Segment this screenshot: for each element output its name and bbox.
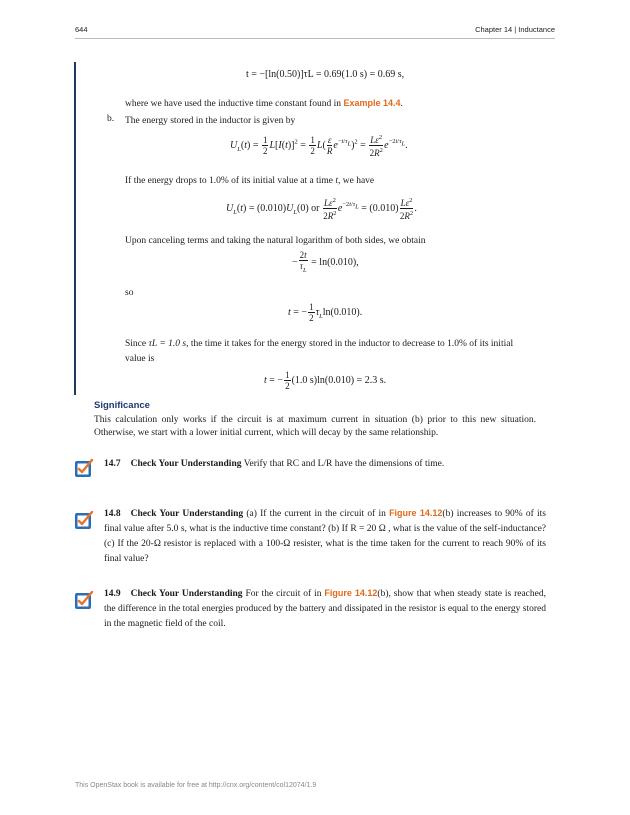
figure-14-12-link[interactable]: Figure 14.12 (389, 508, 443, 518)
energy-drops-mid: of its initial value at a time (228, 176, 336, 186)
chapter-title: Chapter 14 | Inductance (475, 25, 555, 34)
example-sidebar-bar (74, 62, 76, 395)
since-mid: , the time it takes for the energy stored in the inductor to decrease to (186, 339, 448, 349)
header-rule (75, 38, 555, 39)
canceling-text: Upon canceling terms and taking the natural logarithm of both sides, we obtain (125, 236, 426, 246)
cyu-text: (b) increases to 90% of its final value after 5.0 s, what is the inductive time constant? (b) If R = 20 Ω , what is the value of the self-inductance? (c) If the 20-Ω resistor is replaced with a 100-Ω resister, what is the time taken for the current to reach 90% of its final value? (104, 509, 546, 564)
cyu-title: Check Your Understanding (130, 459, 242, 469)
equation-final-value: (1.0 s)ln(0.010) = 2.3 s. (291, 374, 387, 386)
significance-heading: Significance (94, 400, 150, 411)
check-understanding-icon (74, 510, 94, 530)
energy-drops-pct: 1.0% (208, 176, 229, 186)
check-understanding-icon (74, 458, 94, 478)
check-understanding-14-8 (104, 506, 546, 567)
where-sentence (125, 96, 403, 112)
page-number: 644 (75, 25, 88, 34)
energy-drops-end: , we have (338, 176, 375, 186)
since-pre: Since (125, 339, 149, 349)
energy-drops-sentence (125, 174, 374, 189)
where-end: . (400, 99, 403, 109)
equation-time-half: t = −[ln(0.50)]τL = 0.69(1.0 s) = 0.69 s, (246, 69, 405, 80)
equation-energy-inductor: $U_L(t)$ = $\frac{1}{2}$ $L[I(t)]^2$ = $\frac{1}{2}$ L( $\frac{\varepsilon}{R}$ $e^{-t/\tau_L})^2$ = $\frac{L\varepsilon^2}{2R^2}$ $e^{-2t/\tau_L}$. (230, 134, 408, 158)
equation-or: or (311, 202, 320, 214)
cyu-number: 14.7 (104, 459, 121, 469)
equation-final: t = − $\frac{1}{2}$ (1.0 s)ln(0.010) = 2.3 s. (264, 370, 387, 391)
cyu-text: (b), show that when steady state is reached, the difference in the total energies produced by the battery and dissipated in the resistor is equal to the energy stored in the magnetic field of the coil. (104, 589, 546, 629)
value-is-text: value is (125, 354, 155, 364)
example-14-4-link[interactable]: Example 14.4 (343, 98, 401, 108)
cyu-title: Check Your Understanding (130, 589, 243, 599)
cyu-number: 14.9 (104, 589, 121, 599)
since-eq: τL = 1.0 s (148, 339, 187, 349)
cyu-text: For the circuit of in (242, 589, 325, 599)
so-text: so (125, 288, 134, 298)
check-understanding-icon (74, 590, 94, 610)
equation-energy-fraction: $U_L(t) = (0.010)U_L(0)$ or $\frac{L\varepsilon^2}{2R^2}$ $e^{-2t/\tau_L} = (0.010)$ $\frac{L\varepsilon^2}{2R^2}$ . (226, 197, 417, 221)
where-text: where we have used the inductive time constant found in (125, 99, 344, 109)
footer-text: This OpenStax book is available for free at http://cnx.org/content/col12074/1.9 (75, 782, 317, 789)
part-b-text: The energy stored in the inductor is given by (125, 116, 296, 126)
significance-text: This calculation only works if the circuit is at maximum current in situation (b) prior to this new situation. Otherwise, we start with a lower initial current, which will decay by the same relationship. (94, 415, 536, 438)
energy-drops-var: t (335, 176, 339, 186)
since-sentence (125, 337, 541, 352)
since-end: of its initial (466, 339, 514, 349)
since-pct: 1.0% (447, 339, 467, 349)
check-understanding-14-9 (104, 586, 546, 632)
cyu-text: (a) If the current in the circuit of in (243, 509, 390, 519)
energy-drops-pre: If the energy drops to (125, 176, 209, 186)
equation-log: − $\frac{2t}{\tau_L}$ = ln(0.010), (292, 250, 359, 274)
cyu-text: Verify that RC and L/R have the dimensions of time. (241, 459, 445, 469)
part-b-label: b. (107, 114, 115, 124)
cyu-title: Check Your Understanding (130, 509, 244, 519)
figure-14-12-link[interactable]: Figure 14.12 (324, 588, 378, 598)
cyu-number: 14.8 (104, 509, 121, 519)
check-understanding-14-7 (104, 457, 546, 472)
equation-solve-t: t = − $\frac{1}{2}$ $\tau_L\ln(0.010)$. (288, 302, 363, 323)
